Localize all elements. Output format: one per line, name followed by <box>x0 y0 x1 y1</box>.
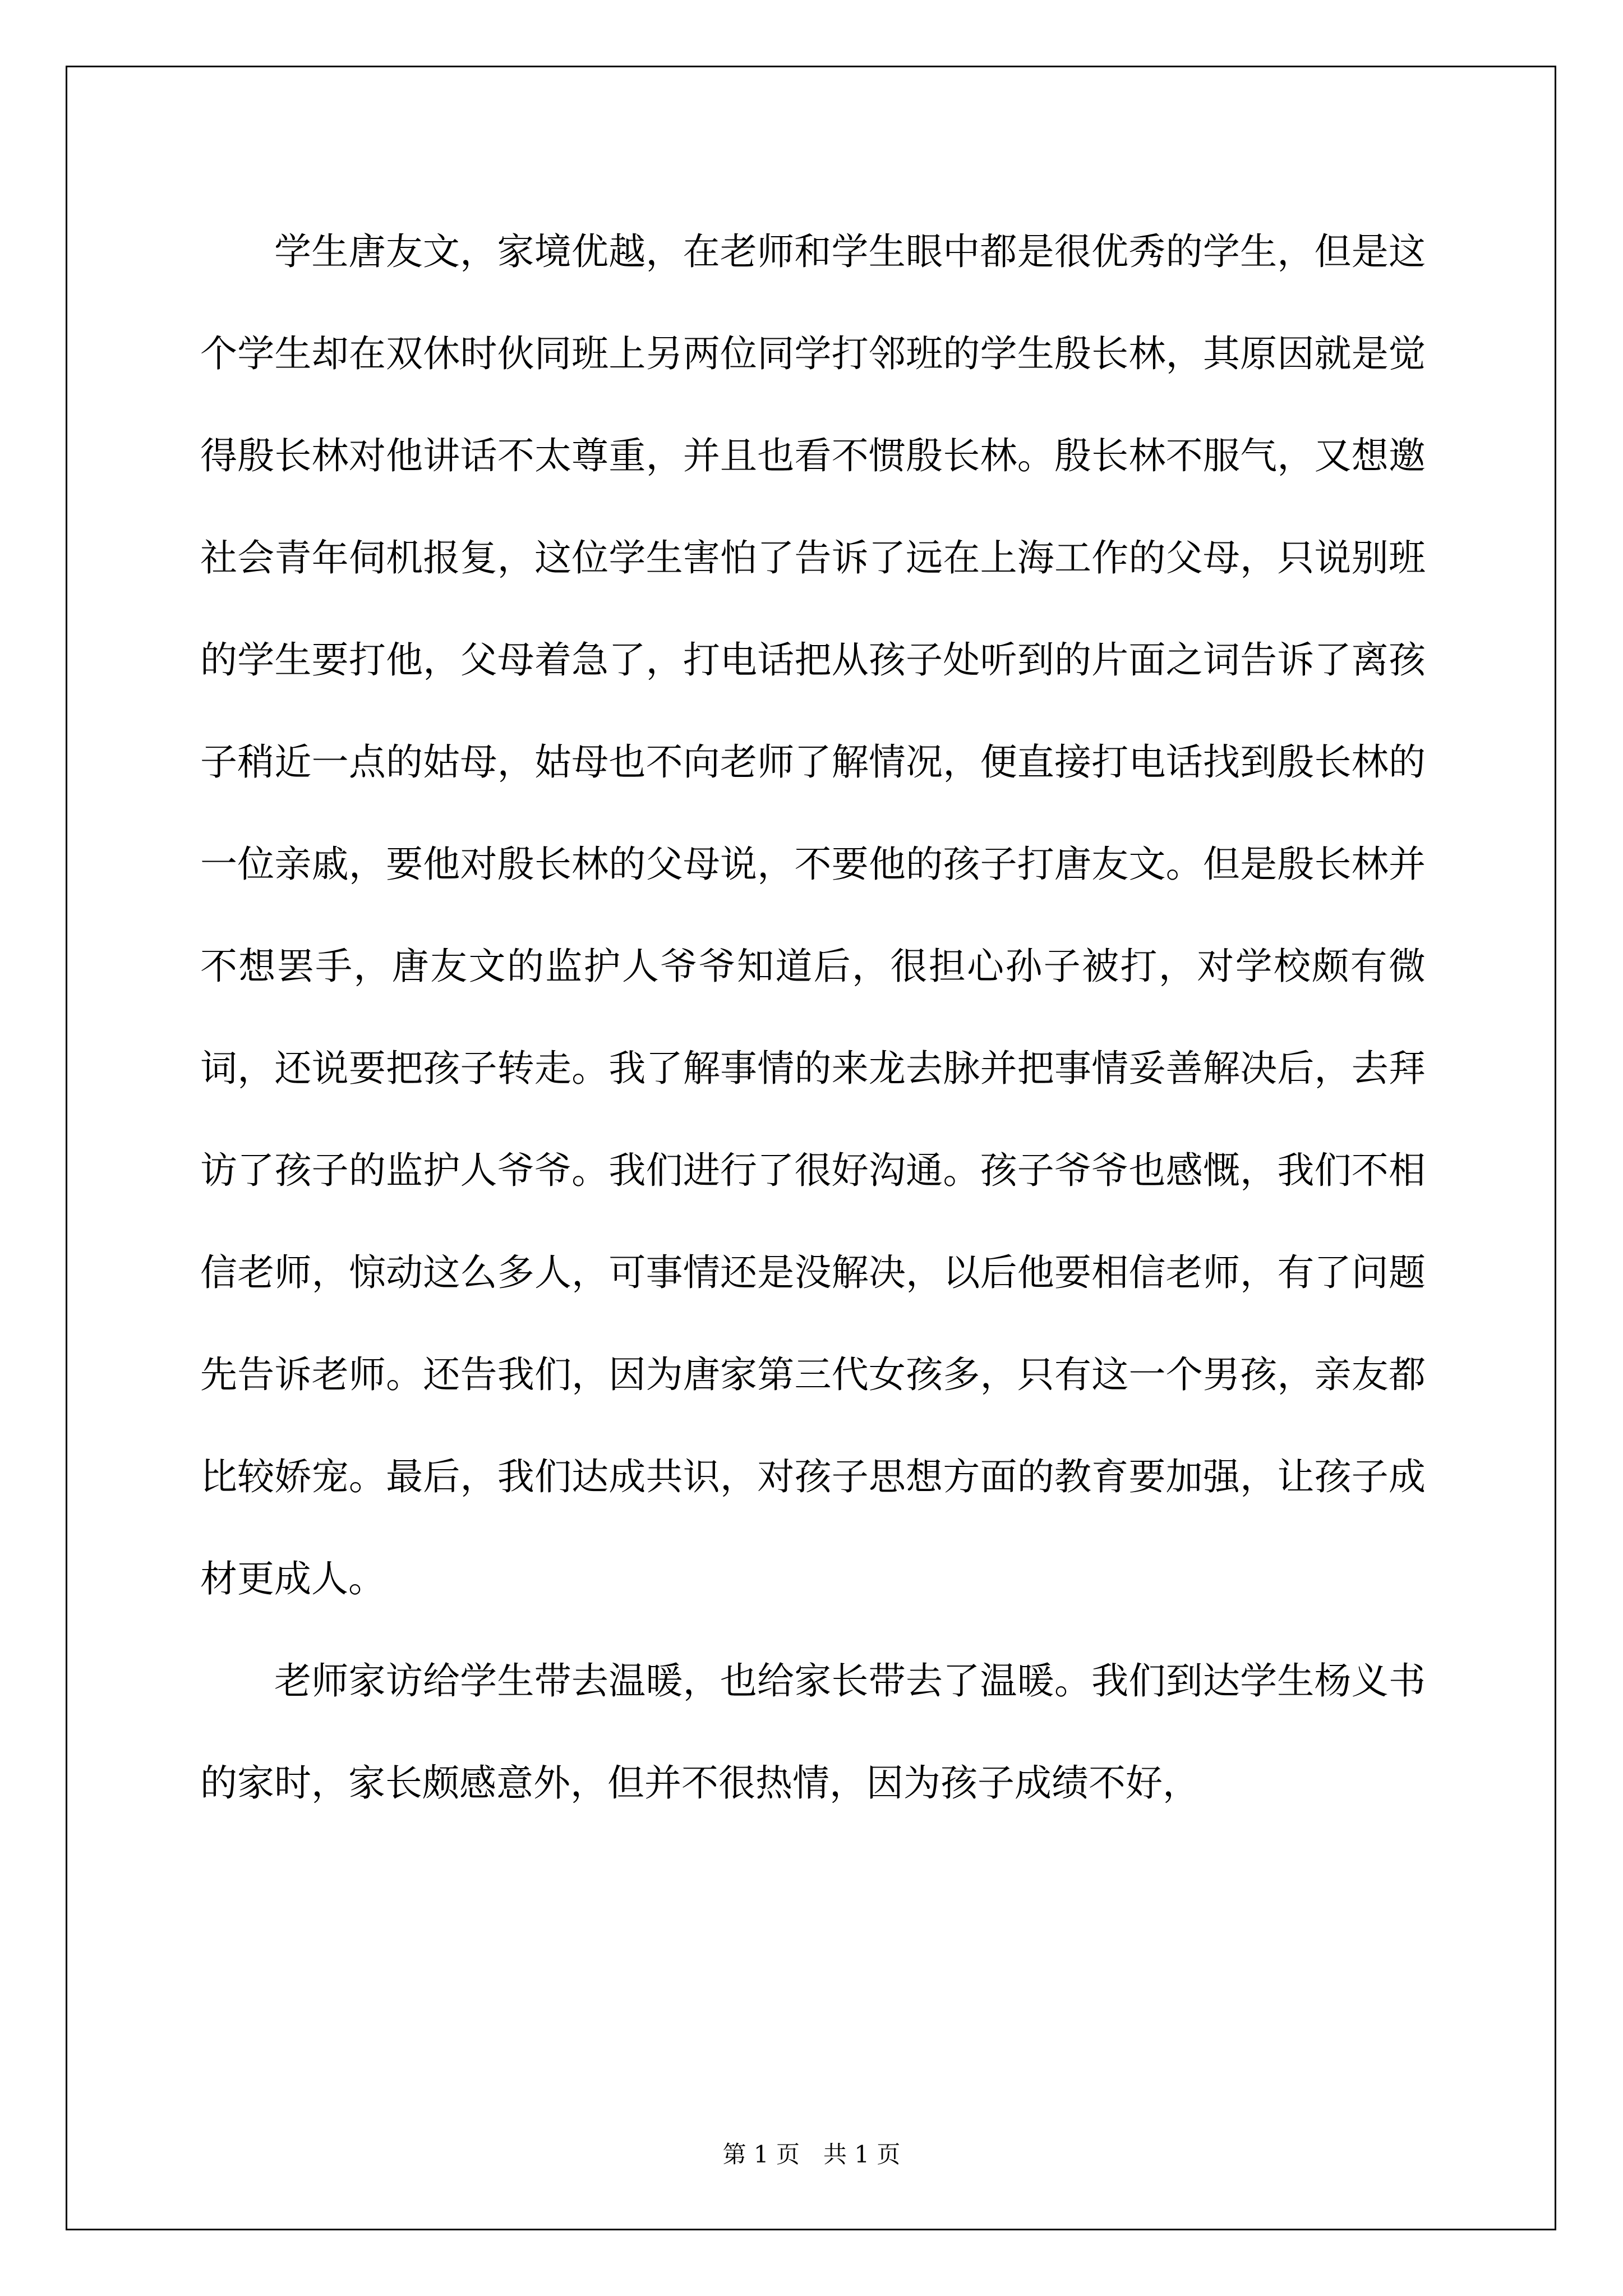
document-body <box>200 201 1426 1834</box>
paragraph-1: 学生唐友文，家境优越，在老师和学生眼中都是很优秀的学生，但是这个学生却在双休时伙同班上另两位同学打邻班的学生殷长林，其原因就是觉得殷长林对他讲话不太尊重，并且也看不惯殷长林。殷长林不服气，又想邀社会青年伺机报复，这位学生害怕了告诉了远在上海工作的父母，只说别班的学生要打他，父母着急了，打电话把从孩子处听到的片面之词告诉了离孩子稍近一点的姑母，姑母也不向老师了解情况，便直接打电话找到殷长林的一位亲戚，要他对殷长林的父母说，不要他的孩子打唐友文。但是殷长林并不想罢手，唐友文的监护人爷爷知道后，很担心孙子被打，对学校颇有微词，还说要把孩子转走。我了解事情的来龙去脉并把事情妥善解决后，去拜访了孩子的监护人爷爷。我们进行了很好沟通。孩子爷爷也感慨，我们不相信老师，惊动这么多人，可事情还是没解决，以后他要相信老师，有了问题先告诉老师。还告我们，因为唐家第三代女孩多，只有这一个男孩，亲友都比较娇宠。最后，我们达成共识，对孩子思想方面的教育要加强，让孩子成材更成人。 <box>200 230 1426 1600</box>
paragraph-2: 老师家访给学生带去温暖，也给家长带去了温暖。我们到达学生杨义书的家时，家长颇感意外，但并不很热情，因为孩子成绩不好， <box>200 1659 1426 1805</box>
page-number-footer: 第 1 页 共 1 页 <box>722 2141 901 2168</box>
